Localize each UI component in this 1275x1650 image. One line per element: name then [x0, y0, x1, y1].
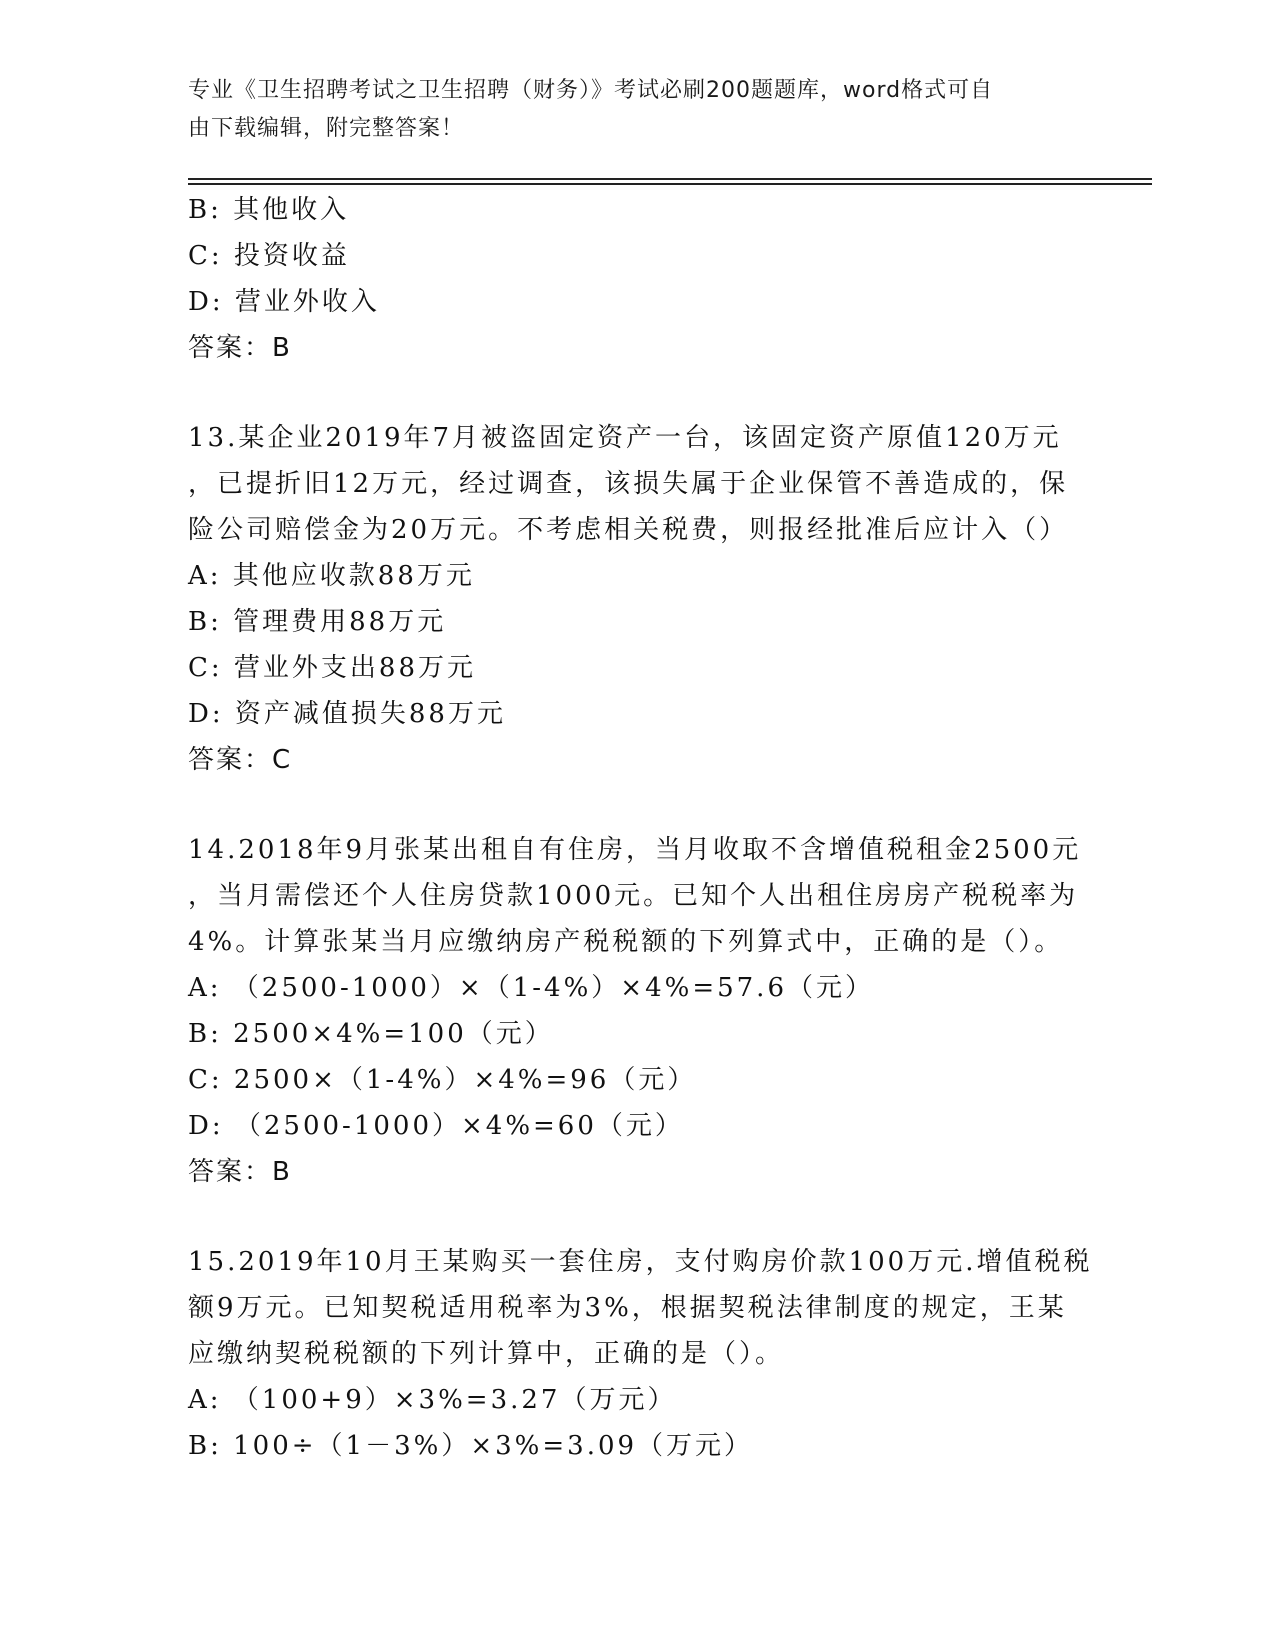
document-header: [188, 72, 1068, 148]
question-stem-line: ，已提折旧12万元，经过调查，该损失属于企业保管不善造成的，保: [188, 469, 1069, 499]
option-a: A: （2500-1000）×（1-4%）×4%=57.6（元）: [188, 973, 874, 1003]
question-stem-line: 15.2019年10月王某购买一套住房，支付购房价款100万元.增值税税: [188, 1247, 1093, 1277]
header-line-1: 专业《卫生招聘考试之卫生招聘（财务）》考试必刷200题题库，word格式可自: [188, 78, 994, 103]
question-list: [188, 187, 1093, 1469]
question-12-tail: [188, 187, 1088, 371]
option-a: A: 其他应收款88万元: [188, 561, 475, 591]
option-d: D: 营业外收入: [188, 287, 380, 317]
answer-line: 答案：B: [188, 333, 292, 363]
header-divider-top: [188, 178, 1152, 180]
option-d: D: （2500-1000）×4%=60（元）: [188, 1111, 684, 1141]
option-b: B: 其他收入: [188, 195, 350, 225]
header-divider-bottom: [188, 183, 1152, 185]
option-a: A: （100+9）×3%=3.27（万元）: [188, 1385, 677, 1415]
question-stem-line: 4%。计算张某当月应缴纳房产税税额的下列算式中，正确的是（）。: [188, 927, 1064, 957]
question-stem-line: 险公司赔偿金为20万元。不考虑相关税费，则报经批准后应计入（）: [188, 515, 1069, 545]
header-line-2: 由下载编辑，附完整答案！: [188, 116, 465, 141]
question-stem-line: 13.某企业2019年7月被盗固定资产一台，该固定资产原值120万元: [188, 423, 1062, 453]
question-15: [188, 1239, 1093, 1469]
answer-line: 答案：B: [188, 1157, 292, 1187]
question-stem-line: ，当月需偿还个人住房贷款1000元。已知个人出租住房房产税税率为: [188, 881, 1079, 911]
option-c: C: 营业外支出88万元: [188, 653, 477, 683]
option-c: C: 2500×（1-4%）×4%=96（元）: [188, 1065, 697, 1095]
question-stem-line: 14.2018年9月张某出租自有住房，当月收取不含增值税租金2500元: [188, 835, 1082, 865]
option-c: C: 投资收益: [188, 241, 350, 271]
question-stem-line: 应缴纳契税税额的下列计算中，正确的是（）。: [188, 1339, 785, 1369]
option-b: B: 管理费用88万元: [188, 607, 447, 637]
question-13: [188, 415, 1088, 783]
option-b: B: 2500×4%=100（元）: [188, 1019, 554, 1049]
question-stem-line: 额9万元。已知契税适用税率为3%，根据契税法律制度的规定，王某: [188, 1293, 1067, 1323]
answer-line: 答案：C: [188, 745, 293, 775]
option-d: D: 资产减值损失88万元: [188, 699, 506, 729]
question-14: [188, 827, 1088, 1195]
option-b: B: 100÷（1－3%）×3%=3.09（万元）: [188, 1431, 754, 1461]
